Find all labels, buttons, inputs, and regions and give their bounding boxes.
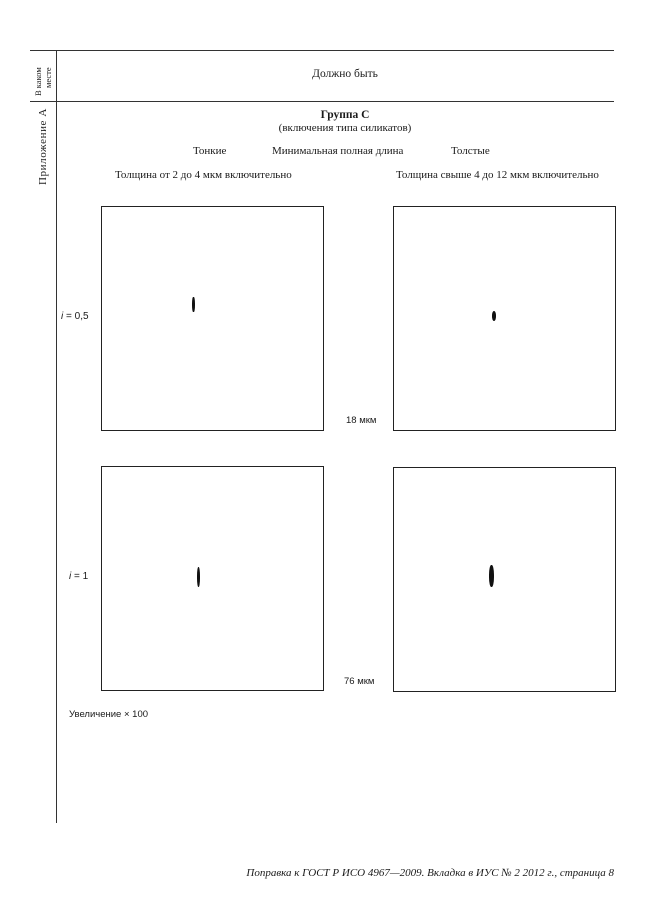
- header-separator-line: [30, 101, 614, 102]
- row-index-label: [61, 311, 89, 322]
- micrograph-thin-row2: [101, 466, 324, 691]
- group-subtitle: (включения типа силикатов): [278, 122, 412, 134]
- thin-range-label: Толщина от 2 до 4 мкм включительно: [115, 169, 292, 181]
- magnification-label: Увеличение × 100: [69, 709, 149, 720]
- top-border-line: [30, 50, 614, 51]
- inclusion-mark: [492, 311, 496, 321]
- group-title: Группа С: [320, 109, 370, 121]
- where-label: [33, 67, 53, 96]
- thick-range-label: Толщина свыше 4 до 12 мкм включительно: [396, 169, 599, 181]
- micrograph-thick-row2: [393, 467, 616, 692]
- row-index-var: i: [69, 571, 72, 582]
- row-index-value: = 0,5: [63, 311, 89, 322]
- length-label-row1: 18 мкм: [346, 415, 377, 426]
- row-index-value: = 1: [71, 571, 89, 582]
- length-label-row2: 76 мкм: [344, 676, 375, 687]
- where-label-line2: месте: [43, 67, 53, 88]
- row-index-var: i: [61, 311, 64, 322]
- inclusion-mark: [197, 567, 200, 587]
- where-label-line1: В каком: [33, 67, 43, 96]
- left-margin-line: [56, 50, 57, 823]
- micrograph-thick-row1: [393, 206, 616, 431]
- column-thin: Тонкие: [193, 145, 227, 157]
- row-index-label: [69, 571, 88, 582]
- should-be-heading: Должно быть: [312, 68, 378, 80]
- column-thick: Толстые: [451, 145, 490, 157]
- footer-text: Поправка к ГОСТ Р ИСО 4967—2009. Вкладка в ИУС № 2 2012 г., страница 8: [246, 867, 614, 879]
- inclusion-mark: [192, 297, 195, 312]
- appendix-label: Приложение А: [37, 108, 49, 185]
- column-min-length: Минимальная полная длина: [272, 145, 404, 157]
- inclusion-mark: [489, 565, 494, 587]
- micrograph-thin-row1: [101, 206, 324, 431]
